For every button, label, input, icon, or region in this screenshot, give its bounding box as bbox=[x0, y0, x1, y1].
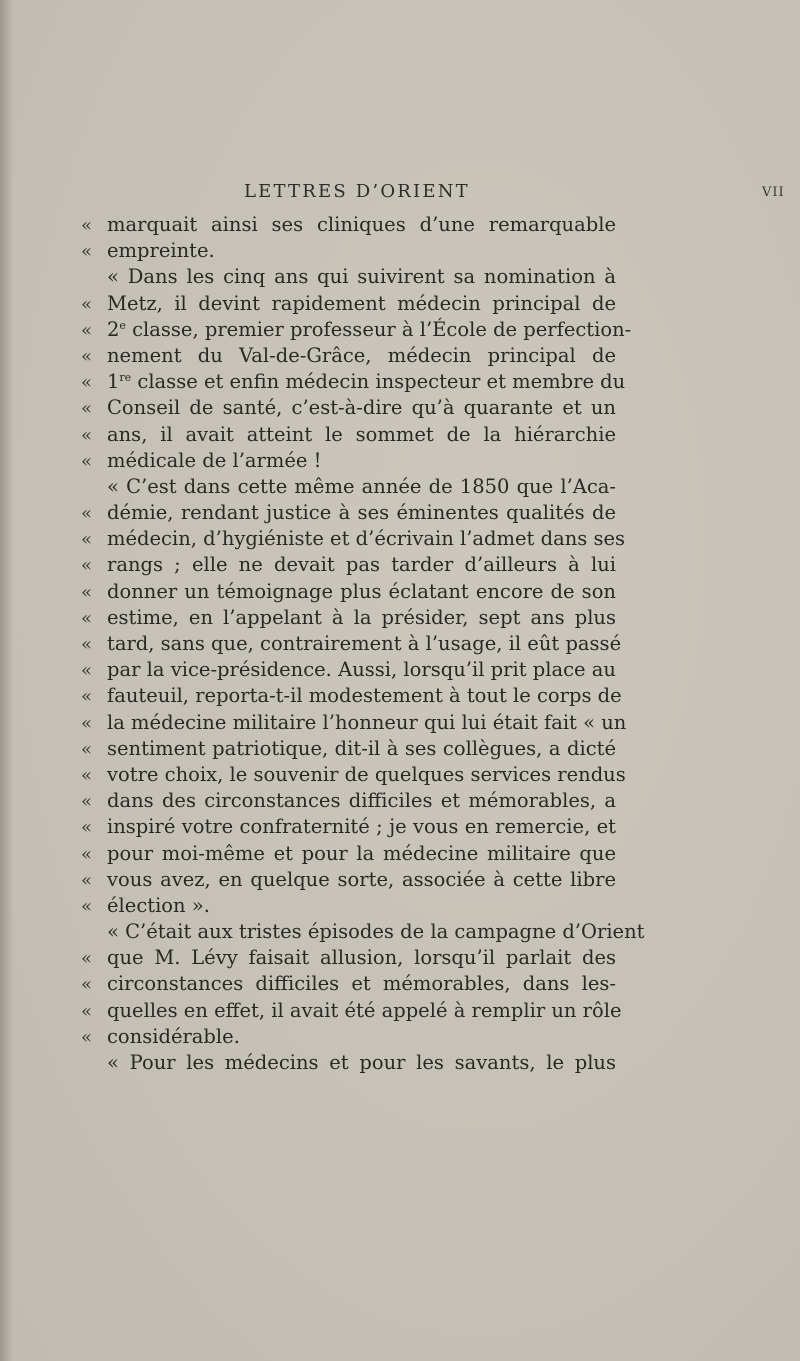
margin-quote-mark: « bbox=[81, 764, 93, 786]
margin-quote-mark: « bbox=[81, 372, 93, 394]
text-line bbox=[0, 657, 800, 683]
text-line bbox=[0, 500, 800, 526]
text-line bbox=[0, 710, 800, 736]
text-line bbox=[0, 683, 800, 709]
line-text: « C’est dans cette même année de 1850 que l’Aca- bbox=[107, 474, 616, 498]
margin-quote-mark: « bbox=[81, 948, 93, 970]
margin-quote-mark: « bbox=[81, 555, 93, 577]
line-text: inspiré votre confraternité ; je vous en remercie, et bbox=[107, 815, 616, 839]
text-line bbox=[0, 1050, 800, 1076]
margin-quote-mark: « bbox=[81, 450, 93, 472]
margin-quote-mark: « bbox=[81, 529, 93, 551]
text-line bbox=[0, 814, 800, 840]
text-line bbox=[0, 893, 800, 919]
line-text: donner un témoignage plus éclatant encore de son bbox=[107, 579, 616, 603]
text-line bbox=[0, 212, 800, 238]
ordinal-suffix: re bbox=[119, 371, 132, 385]
line-text-rest: classe, premier professeur à l’École de perfection- bbox=[125, 317, 632, 341]
text-line bbox=[0, 867, 800, 893]
line-text: fauteuil, reporta-t-il modestement à tout le corps de bbox=[107, 684, 622, 708]
text-line bbox=[0, 474, 800, 500]
line-text: dans des circonstances difficiles et mémorables, a bbox=[107, 789, 616, 813]
text-line bbox=[0, 526, 800, 552]
line-text: « C’était aux tristes épisodes de la campagne d’Orient bbox=[107, 920, 645, 944]
text-line bbox=[0, 422, 800, 448]
line-text: démie, rendant justice à ses éminentes qualités de bbox=[107, 501, 616, 525]
margin-quote-mark: « bbox=[81, 1000, 93, 1022]
text-line bbox=[0, 919, 800, 945]
line-text: Conseil de santé, c’est-à-dire qu’à quarante et un bbox=[107, 396, 616, 420]
line-text: pour moi-même et pour la médecine militaire que bbox=[107, 841, 616, 865]
text-line bbox=[0, 1024, 800, 1050]
line-text: tard, sans que, contrairement à l’usage, il eût passé bbox=[107, 632, 622, 655]
margin-quote-mark: « bbox=[81, 424, 93, 446]
text-line bbox=[0, 317, 800, 343]
text-line bbox=[0, 788, 800, 814]
margin-quote-mark: « bbox=[81, 895, 93, 917]
line-text: vous avez, en quelque sorte, associée à cette libre bbox=[107, 867, 616, 891]
line-text: ans, il avait atteint le sommet de la hiérarchie bbox=[107, 422, 616, 446]
line-text: médecin, d’hygiéniste et d’écrivain l’admet dans ses bbox=[107, 527, 626, 551]
margin-quote-mark: « bbox=[81, 607, 93, 629]
margin-quote-mark: « bbox=[81, 241, 93, 263]
text-line bbox=[0, 448, 800, 474]
line-text: « Pour les médecins et pour les savants, le plus bbox=[107, 1051, 616, 1074]
line-text: que M. Lévy faisait allusion, lorsqu’il parlait des bbox=[107, 946, 616, 970]
line-text: « Dans les cinq ans qui suivirent sa nomination à bbox=[107, 265, 616, 289]
ordinal-number: 1 bbox=[107, 370, 120, 394]
margin-quote-mark: « bbox=[81, 581, 93, 603]
text-line bbox=[0, 841, 800, 867]
margin-quote-mark: « bbox=[81, 738, 93, 760]
margin-quote-mark: « bbox=[81, 660, 93, 682]
margin-quote-mark: « bbox=[81, 817, 93, 839]
ordinal-number: 2 bbox=[107, 317, 120, 341]
text-line bbox=[0, 238, 800, 264]
running-header bbox=[0, 177, 800, 207]
margin-quote-mark: « bbox=[81, 503, 93, 525]
line-text: la médecine militaire l’honneur qui lui était fait « un bbox=[107, 710, 627, 734]
line-text: médicale de l’armée ! bbox=[107, 448, 322, 472]
margin-quote-mark: « bbox=[81, 712, 93, 734]
margin-quote-mark: « bbox=[81, 293, 93, 315]
text-line bbox=[0, 971, 800, 997]
line-text: estime, en l’appelant à la présider, sept ans plus bbox=[107, 605, 616, 629]
line-text bbox=[107, 317, 632, 343]
line-text: nement du Val-de-Grâce, médecin principal de bbox=[107, 343, 616, 367]
text-line bbox=[0, 762, 800, 788]
line-text: empreinte. bbox=[107, 239, 215, 263]
text-line bbox=[0, 552, 800, 578]
text-line bbox=[0, 343, 800, 369]
text-line bbox=[0, 395, 800, 421]
line-text: circonstances difficiles et mémorables, dans les- bbox=[107, 972, 616, 996]
text-line bbox=[0, 264, 800, 290]
margin-quote-mark: « bbox=[81, 686, 93, 708]
margin-quote-mark: « bbox=[81, 791, 93, 813]
body-text bbox=[0, 212, 800, 1076]
margin-quote-mark: « bbox=[81, 345, 93, 367]
line-text: sentiment patriotique, dit-il à ses collègues, a dicté bbox=[107, 736, 616, 760]
margin-quote-mark: « bbox=[81, 634, 93, 655]
text-line bbox=[0, 631, 800, 657]
line-text: Metz, il devint rapidement médecin principal de bbox=[107, 291, 616, 315]
text-line bbox=[0, 369, 800, 395]
text-line bbox=[0, 605, 800, 631]
line-text: par la vice-présidence. Aussi, lorsqu’il prit place au bbox=[107, 658, 616, 682]
line-text: rangs ; elle ne devait pas tarder d’ailleurs à lui bbox=[107, 553, 616, 577]
margin-quote-mark: « bbox=[81, 843, 93, 865]
page-number: VII bbox=[762, 185, 785, 200]
line-text: votre choix, le souvenir de quelques services rendus bbox=[107, 762, 626, 786]
line-text: marquait ainsi ses cliniques d’une remarquable bbox=[107, 213, 616, 236]
ordinal-suffix: e bbox=[119, 318, 126, 332]
text-line bbox=[0, 291, 800, 317]
running-title: LETTRES D’ORIENT bbox=[244, 181, 470, 202]
text-line bbox=[0, 945, 800, 971]
line-text: quelles en effet, il avait été appelé à remplir un rôle bbox=[107, 998, 622, 1022]
margin-quote-mark: « bbox=[81, 869, 93, 891]
margin-quote-mark: « bbox=[81, 1026, 93, 1048]
text-line bbox=[0, 579, 800, 605]
margin-quote-mark: « bbox=[81, 974, 93, 996]
line-text: élection ». bbox=[107, 893, 210, 917]
margin-quote-mark: « bbox=[81, 215, 93, 236]
line-text-rest: classe et enfin médecin inspecteur et membre du bbox=[131, 370, 626, 394]
line-text: considérable. bbox=[107, 1024, 240, 1048]
text-line bbox=[0, 998, 800, 1024]
text-line bbox=[0, 736, 800, 762]
margin-quote-mark: « bbox=[81, 319, 93, 341]
line-text bbox=[107, 369, 626, 395]
margin-quote-mark: « bbox=[81, 398, 93, 420]
